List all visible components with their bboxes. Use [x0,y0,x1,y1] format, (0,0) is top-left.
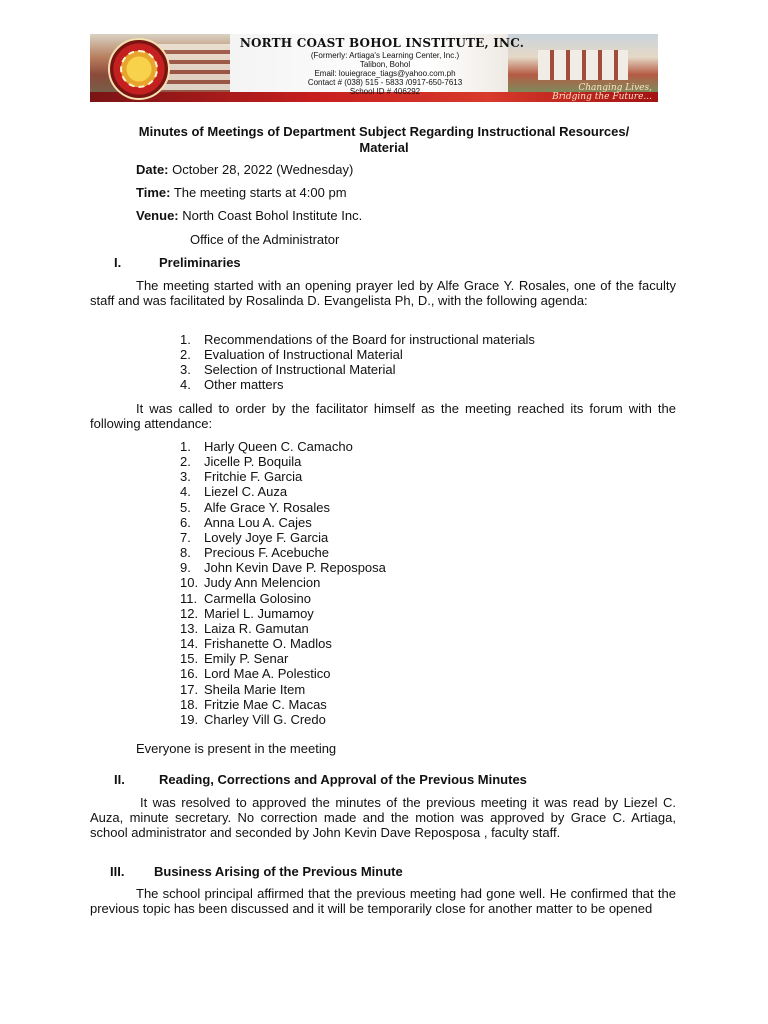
list-item [180,332,535,347]
list-item-text: Frishanette O. Madlos [204,636,332,652]
list-item-text: Mariel L. Jumamoy [204,605,314,621]
list-item-number: 3. [180,469,191,485]
list-item-number: 19. [180,711,199,727]
list-item [180,636,386,651]
school-name: NORTH COAST BOHOL INSTITUTE, INC. [239,36,525,50]
everyone-present-text: Everyone is present in the meeting [136,741,337,756]
section-1-number: I. [114,255,122,270]
venue-line [136,208,362,223]
list-item [180,439,386,454]
list-item-text: Selection of Instructional Material [204,362,396,378]
school-contact: Contact # (038) 515 - 5833 /0917-650-7613 [307,78,463,87]
list-item-number: 4. [180,484,191,500]
list-item-text: Jicelle P. Boquila [204,454,302,470]
time-value: The meeting starts at 4:00 pm [173,185,347,200]
agenda-list [180,332,535,393]
school-tagline [552,84,652,102]
list-item-number: 17. [180,681,199,697]
list-item [180,712,386,727]
preliminaries-paragraph: The meeting started with an opening prayer led by Alfe Grace Y. Rosales, one of the faculty staff and was facilitated by Rosalinda D. Evangelista Ph, D., with the following agenda: [90,278,676,309]
list-item [180,666,386,681]
attendance-paragraph: It was called to order by the facilitator himself as the meeting reached its forum with the following attendance: [90,401,676,432]
list-item [180,515,386,530]
section-2-number: II. [114,772,125,787]
list-item-number: 2. [180,454,191,470]
list-item-number: 6. [180,514,191,530]
list-item-text: Anna Lou A. Cajes [204,514,312,530]
section-3-title: Business Arising of the Previous Minute [154,864,403,879]
list-item-text: Emily P. Senar [204,651,289,667]
title-line-2: Material [359,140,409,155]
tagline-line-2: Bridging the Future... [552,92,652,102]
list-item-text: Evaluation of Instructional Material [204,347,403,363]
section-1-title: Preliminaries [159,255,241,270]
section-3-number: III. [110,864,125,879]
list-item-number: 1. [180,332,191,347]
date-line [136,162,353,177]
list-item-number: 16. [180,666,199,682]
list-item [180,377,535,392]
list-item-number: 9. [180,560,191,576]
list-item [180,575,386,590]
list-item [180,469,386,484]
time-label: Time: [136,185,171,200]
list-item-text: Fritchie F. Garcia [204,469,303,485]
list-item-number: 13. [180,620,199,636]
school-email: Email: louiegrace_tiags@yahoo.com.ph [314,69,456,78]
date-label: Date: [136,162,169,177]
list-item-number: 5. [180,499,191,515]
list-item-number: 18. [180,696,199,712]
list-item [180,682,386,697]
attendance-list [180,439,386,727]
reading-paragraph: It was resolved to approved the minutes of the previous meeting it was read by Liezel C. Auza, minute secretary. No correction made and the motion was approved by Grace C. Artiaga, school administrator and seconded by John Kevin Dave Reposposa , faculty staff. [90,795,676,841]
list-item-text: Harly Queen C. Camacho [204,439,353,454]
list-item [180,454,386,469]
list-item [180,591,386,606]
list-item [180,484,386,499]
list-item-text: John Kevin Dave P. Reposposa [204,560,386,576]
list-item-number: 14. [180,636,199,652]
list-item-text: Judy Ann Melencion [204,575,321,591]
list-item-number: 15. [180,651,199,667]
list-item-number: 8. [180,545,191,561]
list-item-text: Lord Mae A. Polestico [204,666,331,682]
list-item-number: 1. [180,439,191,454]
document-title [90,124,678,156]
venue-label: Venue: [136,208,179,223]
list-item [180,500,386,515]
list-item-number: 2. [180,347,191,363]
tagline-line-1: Changing Lives, [578,83,652,93]
list-item-number: 4. [180,377,191,393]
list-item-text: Carmella Golosino [204,590,311,606]
school-formerly: (Formerly: Artiaga's Learning Center, Inc.) [310,51,460,60]
date-value: October 28, 2022 (Wednesday) [172,162,354,177]
list-item-number: 7. [180,529,191,545]
list-item [180,651,386,666]
list-item [180,621,386,636]
list-item-number: 12. [180,605,199,621]
list-item-number: 3. [180,362,191,378]
list-item-text: Alfe Grace Y. Rosales [204,499,330,515]
list-item [180,347,535,362]
list-item-number: 11. [180,590,198,606]
list-item-text: Other matters [204,377,284,393]
list-item-text: Laiza R. Gamutan [204,620,309,636]
school-id: School ID # 406292 [349,87,421,96]
time-line [136,185,347,200]
business-arising-paragraph: The school principal affirmed that the previous meeting had gone well. He confirmed that the previous topic has been discussed and it will be temporarily close for another matter to be opened [90,886,676,917]
list-item [180,560,386,575]
list-item [180,362,535,377]
list-item-text: Precious F. Acebuche [204,545,330,561]
list-item [180,530,386,545]
venue-value: North Coast Bohol Institute Inc. [182,208,363,223]
list-item-text: Lovely Joye F. Garcia [204,529,329,545]
title-line-1: Minutes of Meetings of Department Subject Regarding Instructional Resources/ [138,124,630,139]
school-location: Talibon, Bohol [359,60,411,69]
list-item [180,606,386,621]
list-item-number: 10. [180,575,199,591]
list-item-text: Charley Vill G. Credo [204,711,326,727]
school-seal-icon [108,38,170,100]
list-item-text: Fritzie Mae C. Macas [204,696,327,712]
venue-value-line-2: Office of the Administrator [190,232,340,247]
list-item [180,545,386,560]
section-2-title: Reading, Corrections and Approval of the Previous Minutes [159,772,527,787]
school-header-banner [90,34,658,102]
list-item-text: Sheila Marie Item [204,681,306,697]
list-item-text: Recommendations of the Board for instructional materials [204,332,535,347]
list-item-text: Liezel C. Auza [204,484,288,500]
list-item [180,697,386,712]
